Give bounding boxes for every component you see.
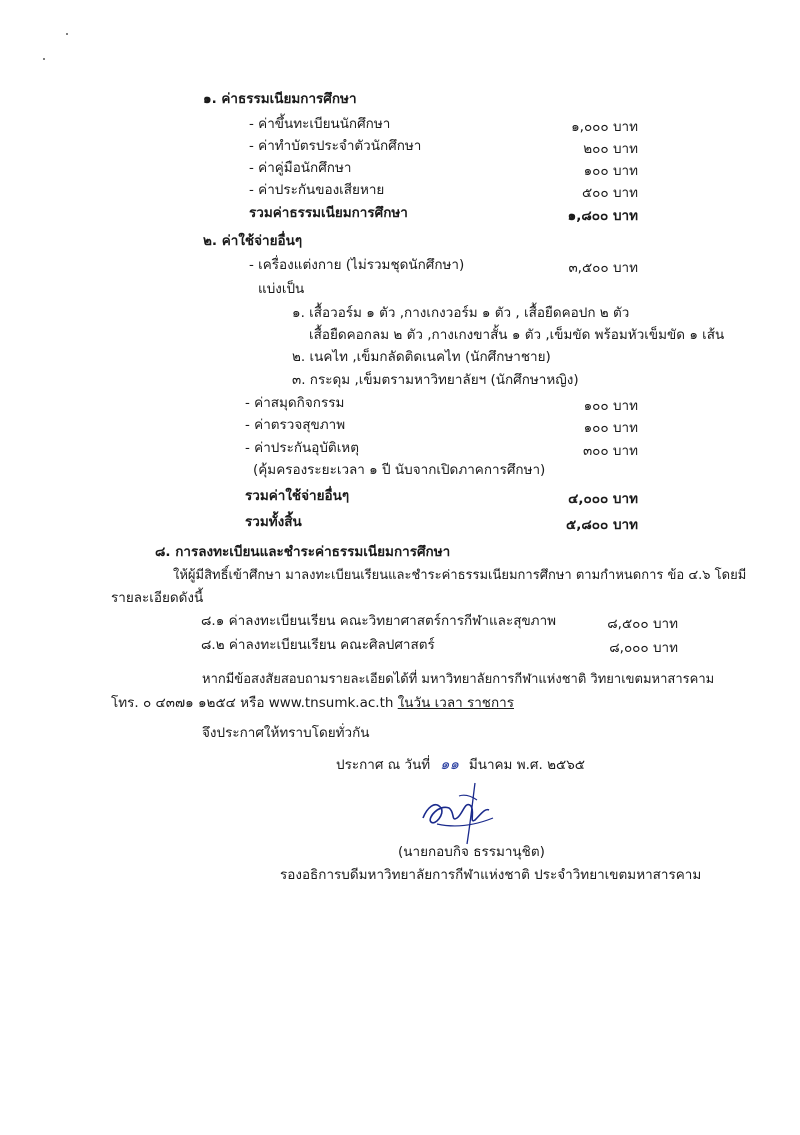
fee-item-label: - ค่าทำบัตรประจำตัวนักศึกษา — [249, 138, 422, 154]
signature — [415, 778, 505, 848]
handwritten-day: ๑๑ — [439, 755, 460, 773]
other-item-amount: ๑๐๐ บาท — [583, 398, 638, 414]
split-item: ๓. กระดุม ,เข็มตรามหาวิทยาลัยฯ (นักศึกษาหญิง) — [292, 372, 579, 388]
fee-item-label: - ค่าคู่มือนักศึกษา — [249, 160, 352, 176]
contact-office-hours: ในวัน เวลา ราชการ — [397, 695, 514, 711]
registration-item-label: ๘.๑ ค่าลงทะเบียนเรียน คณะวิทยาศาสตร์การกีฬาและสุขภาพ — [201, 613, 557, 629]
section1-heading: ๑. ค่าธรรมเนียมการศึกษา — [203, 91, 357, 107]
section8-paragraph: รายละเอียดดังนี้ — [111, 590, 204, 606]
date-suffix: มีนาคม พ.ศ. ๒๕๖๕ — [468, 757, 585, 773]
fee-item-amount: ๒๐๐ บาท — [583, 141, 638, 157]
other-item-label: - ค่าตรวจสุขภาพ — [245, 417, 346, 433]
announcement-date — [336, 755, 585, 774]
section2-total-label: รวมค่าใช้จ่ายอื่นๆ — [245, 488, 350, 504]
scan-speck — [43, 58, 45, 60]
split-item: เสื้อยืดคอกลม ๒ ตัว ,กางเกงขาสั้น ๑ ตัว ,เข็มขัด พร้อมหัวเข็มขัด ๑ เส้น — [309, 327, 725, 343]
contact-phone-web: โทร. ๐ ๔๓๗๑ ๑๒๕๔ หรือ www.tnsumk.ac.th — [111, 695, 398, 711]
contact-line: หากมีข้อสงสัยสอบถามรายละเอียดได้ที่ มหาวิทยาลัยการกีฬาแห่งชาติ วิทยาเขตมหาสารคาม — [202, 672, 715, 687]
contact-line — [111, 694, 514, 712]
registration-item-amount: ๘,๐๐๐ บาท — [609, 640, 678, 656]
uniform-label: - เครื่องแต่งกาย (ไม่รวมชุดนักศึกษา) — [249, 257, 465, 273]
other-item-label: - ค่าประกันอุบัติเหตุ — [245, 440, 359, 456]
split-label: แบ่งเป็น — [258, 281, 305, 297]
split-item: ๒. เนคไท ,เข็มกลัดติดเนคไท (นักศึกษาชาย) — [292, 349, 551, 365]
insurance-note: (คุ้มครองระยะเวลา ๑ ปี นับจากเปิดภาคการศึกษา) — [253, 462, 546, 478]
fee-item-amount: ๑๐๐ บาท — [583, 163, 638, 179]
fee-item-amount: ๑,๐๐๐ บาท — [571, 119, 638, 135]
section8-heading: ๘. การลงทะเบียนและชำระค่าธรรมเนียมการศึกษา — [155, 544, 451, 560]
section1-total-amount: ๑,๘๐๐ บาท — [567, 208, 638, 224]
section2-heading: ๒. ค่าใช้จ่ายอื่นๆ — [203, 233, 303, 249]
fee-item-label: - ค่าขึ้นทะเบียนนักศึกษา — [249, 116, 391, 132]
fee-item-amount: ๕๐๐ บาท — [581, 185, 638, 201]
date-prefix: ประกาศ ณ วันที่ — [336, 757, 431, 773]
signatory-name: (นายกอบกิจ ธรรมานุชิต) — [398, 844, 545, 860]
grand-total-amount: ๕,๘๐๐ บาท — [566, 517, 638, 533]
other-item-amount: ๑๐๐ บาท — [583, 420, 638, 436]
section8-paragraph: ให้ผู้มีสิทธิ์เข้าศึกษา มาลงทะเบียนเรียนและชำระค่าธรรมเนียมการศึกษา ตามกำหนดการ ข้อ ๔.๖ โดยมี — [173, 568, 747, 583]
signatory-position: รองอธิการบดีมหาวิทยาลัยการกีฬาแห่งชาติ ประจำวิทยาเขตมหาสารคาม — [280, 867, 702, 883]
fee-item-label: - ค่าประกันของเสียหาย — [249, 182, 385, 198]
closing-text: จึงประกาศให้ทราบโดยทั่วกัน — [202, 725, 370, 741]
section2-total-amount: ๔,๐๐๐ บาท — [568, 491, 638, 507]
split-item: ๑. เสื้อวอร์ม ๑ ตัว ,กางเกงวอร์ม ๑ ตัว , เสื้อยืดคอปก ๒ ตัว — [292, 305, 630, 321]
grand-total-label: รวมทั้งสิ้น — [245, 514, 302, 530]
other-item-label: - ค่าสมุดกิจกรรม — [245, 395, 345, 411]
scan-speck — [66, 33, 68, 35]
uniform-amount: ๓,๕๐๐ บาท — [568, 260, 638, 276]
registration-item-label: ๘.๒ ค่าลงทะเบียนเรียน คณะศิลปศาสตร์ — [201, 637, 435, 653]
other-item-amount: ๓๐๐ บาท — [582, 443, 638, 459]
section1-total-label: รวมค่าธรรมเนียมการศึกษา — [249, 205, 408, 221]
registration-item-amount: ๘,๕๐๐ บาท — [607, 616, 678, 632]
